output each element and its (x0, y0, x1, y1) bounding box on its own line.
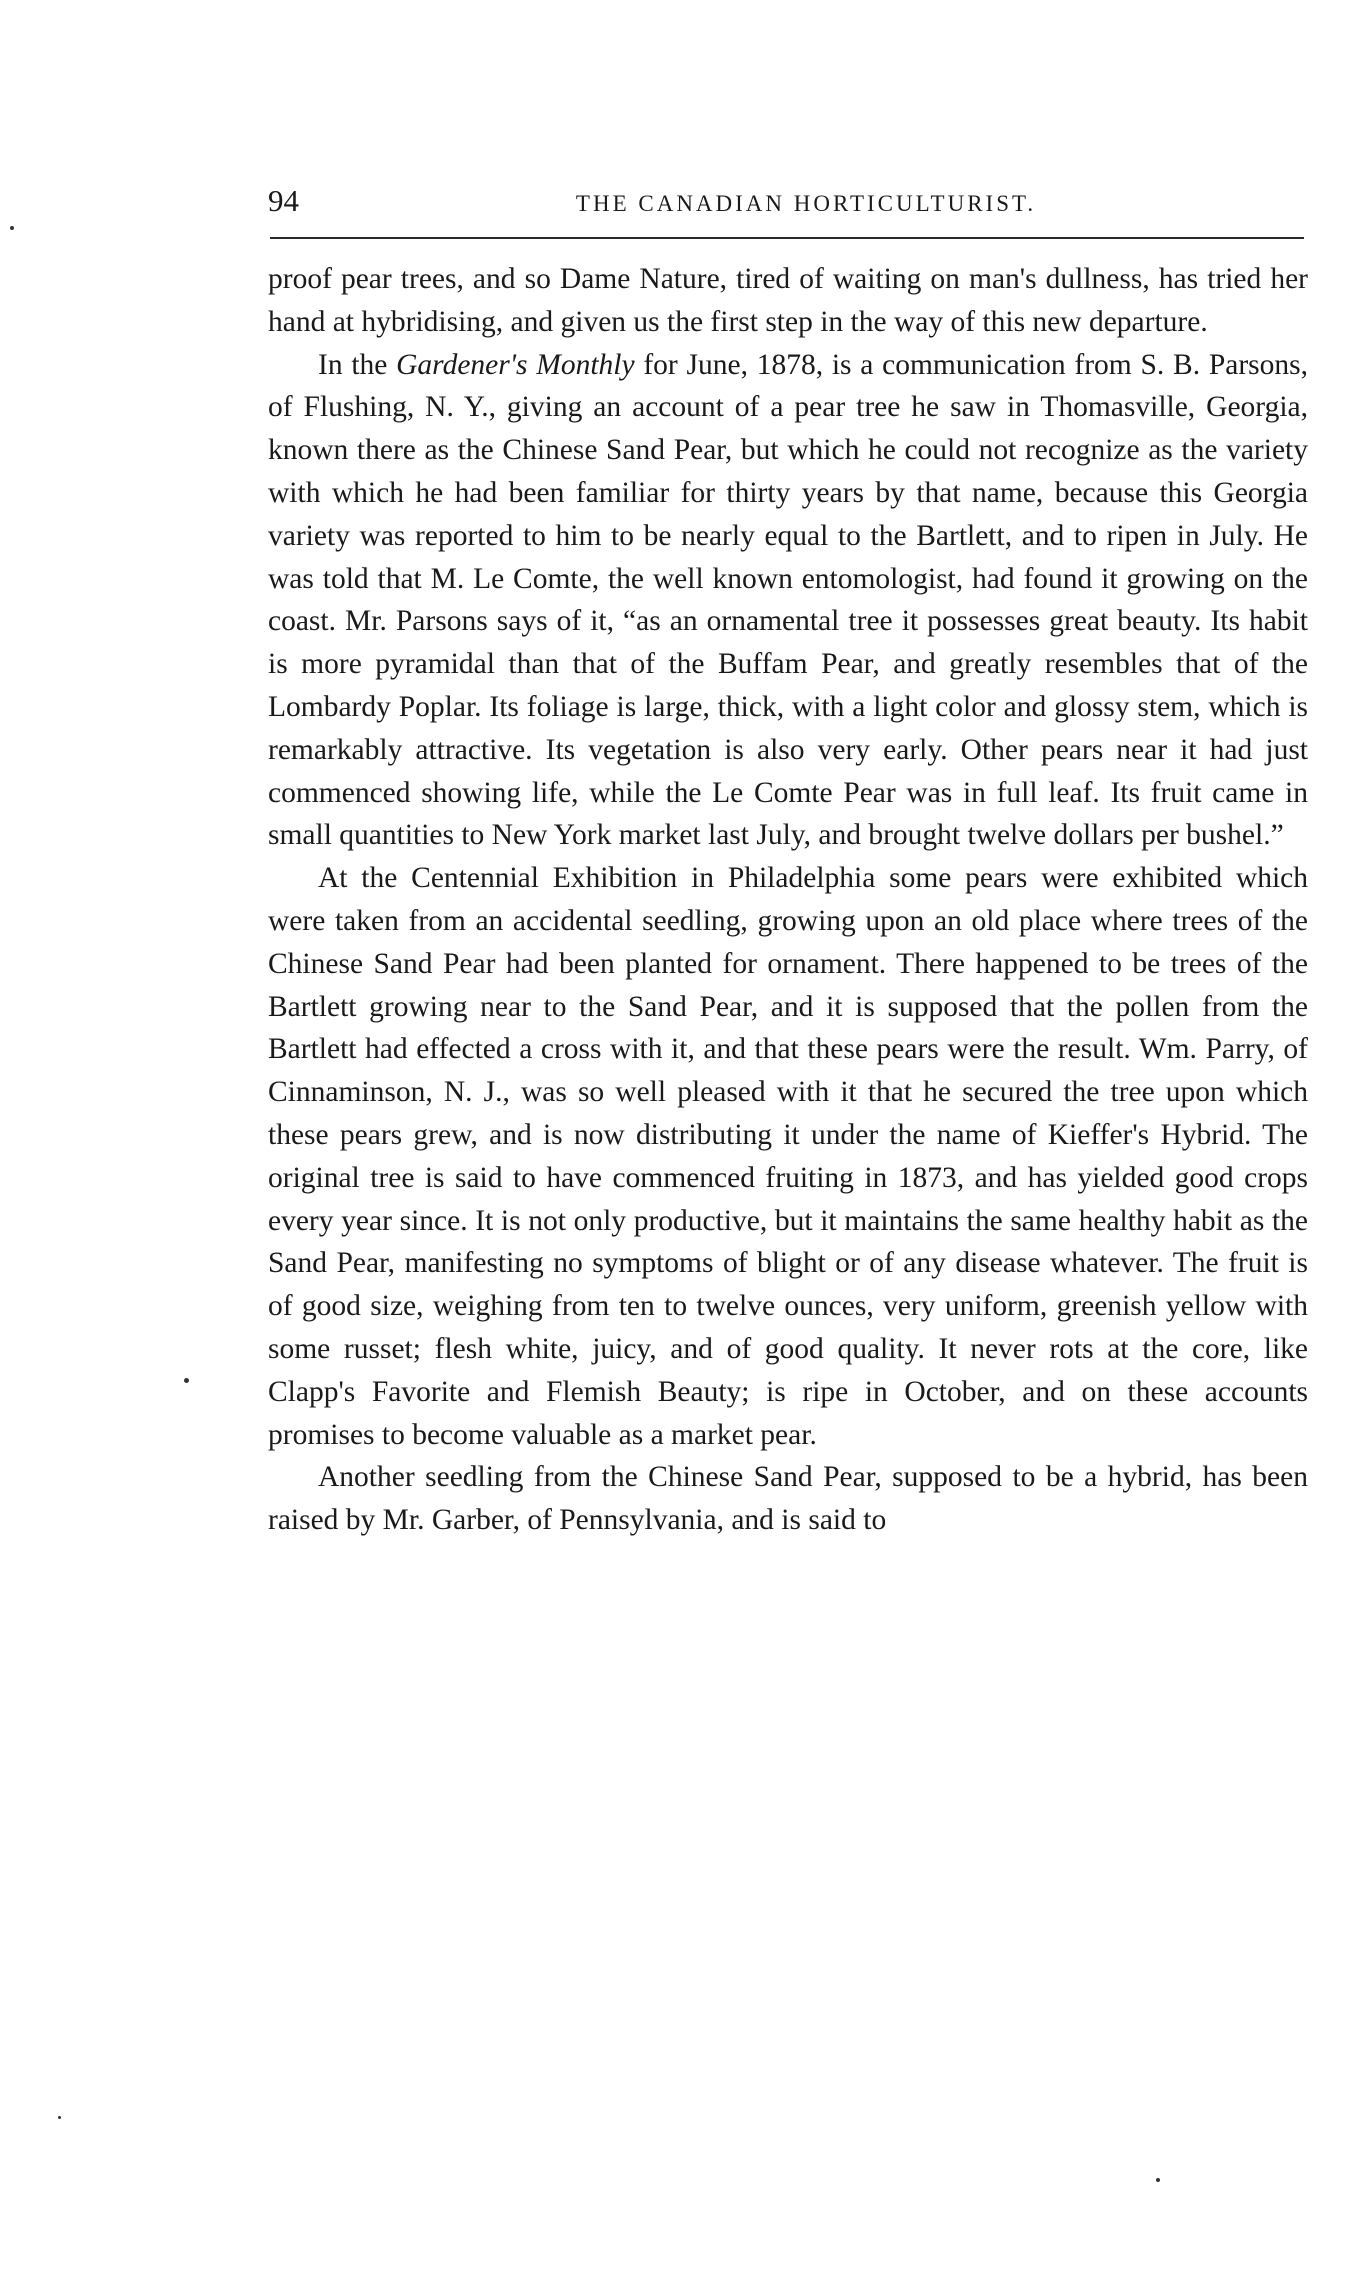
paragraph-3: At the Centennial Exhibition in Philadelphia some pears were exhibited which were taken from an accidental seedling, growing upon an old place where trees of the Chinese Sand Pear had been planted for ornament. There happened to be trees of the Bartlett growing near to the Sand Pear, and it is supposed that the pollen from the Bartlett had effected a cross with it, and that these pears were the result. Wm. Parry, of Cinnaminson, N. J., was so well pleased with it that he secured the tree upon which these pears grew, and is now distributing it under the name of Kieffer's Hybrid. The original tree is said to have commenced fruiting in 1873, and has yielded good crops every year since. It is not only productive, but it maintains the same healthy habit as the Sand Pear, manifesting no symptoms of blight or of any disease whatever. The fruit is of good size, weighing from ten to twelve ounces, very uniform, greenish yellow with some russet; flesh white, juicy, and of good quality. It never rots at the core, like Clapp's Favorite and Flemish Beauty; is ripe in October, and on these accounts promises to become valuable as a market pear. (268, 862, 1308, 1451)
paragraph-1: proof pear trees, and so Dame Nature, tired of waiting on man's dullness, has tried her hand at hybridising, and given us the first step in the way of this new departure. (268, 263, 1308, 338)
scan-speck (1156, 2178, 1160, 2182)
journal-title: THE CANADIAN HORTICULTURIST. (575, 191, 1037, 216)
gardeners-monthly-title: Gardener's Monthly (396, 348, 635, 381)
paragraph-2-lead: In the (318, 348, 397, 381)
scan-speck (184, 1378, 189, 1383)
scan-speck (10, 226, 14, 230)
scan-speck (58, 2116, 61, 2119)
paragraph-2 (268, 344, 1308, 858)
paragraph-4: Another seedling from the Chinese Sand Pear, supposed to be a hybrid, has been raised by Mr. Garber, of Pennsylvania, and is said to (268, 1461, 1308, 1537)
paragraph-2-text: for June, 1878, is a communication from S. B. Parsons, of Flushing, N. Y., giving an account of a pear tree he saw in Thomasville, Georgia, known there as the Chinese Sand Pear, but which he could not recognize as the variety with which he had been familiar for thirty years by that name, because this Georgia variety was reported to him to be nearly equal to the Bartlett, and to ripen in July. He was told that M. Le Comte, the well known entomologist, had found it growing on the coast. Mr. Parsons says of it, “as an ornamental tree it possesses great beauty. Its habit is more pyramidal than that of the Buffam Pear, and greatly resembles that of the Lombardy Poplar. Its foliage is large, thick, with a light color and glossy stem, which is remarkably attractive. Its vegetation is also very early. Other pears near it had just commenced showing life, while the Le Comte Pear was in full leaf. Its fruit came in small quantities to New York market last July, and brought twelve dollars per bushel.” (268, 348, 1308, 852)
article-body (268, 258, 1308, 1542)
header-rule (270, 237, 1304, 239)
page-number: 94 (268, 183, 299, 218)
running-head (268, 176, 1304, 226)
